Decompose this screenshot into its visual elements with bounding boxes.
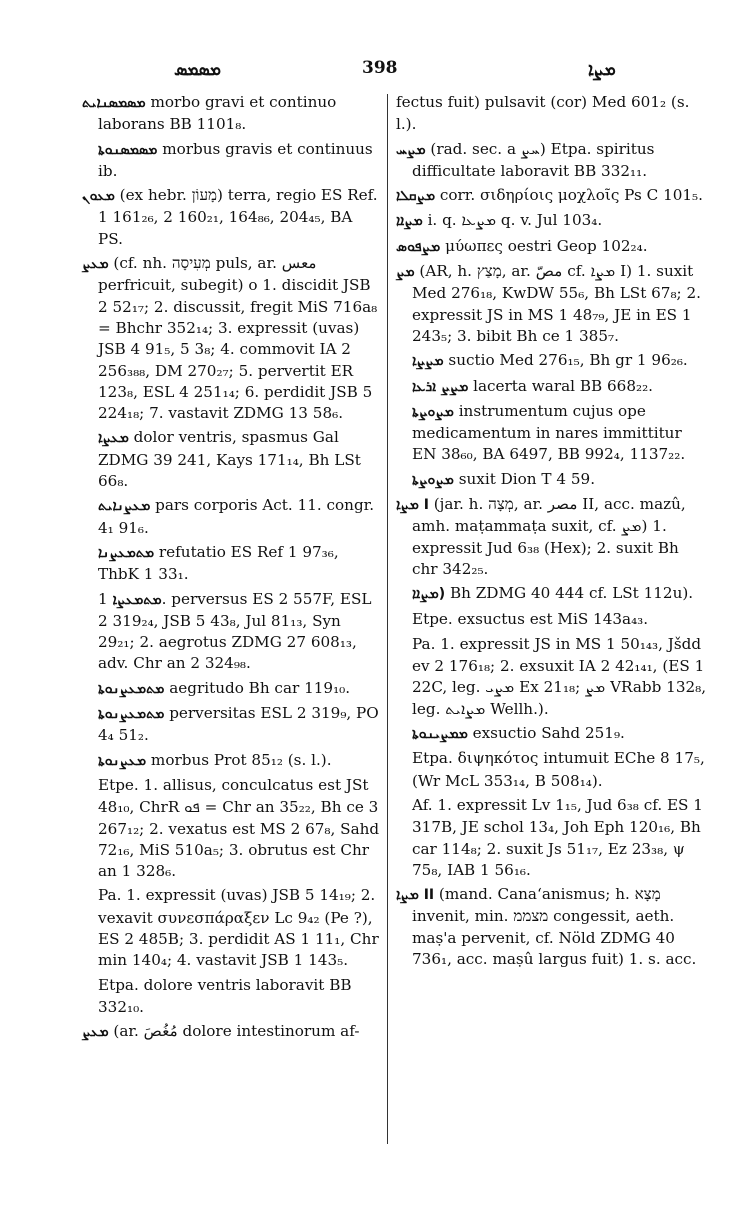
dictionary-entry <box>396 583 709 605</box>
entry-text: Etpa. διψηκότος intumuit EChe 8 17₅, (Wr McL 353₁₄, B 508₁₄). <box>412 749 705 790</box>
entry-text: perversitas ESL 2 319₉, PO 4₄ 51₂. <box>98 704 379 745</box>
entry-text: exsuctio Sahd 251₉. <box>467 724 625 743</box>
syriac-headword: ܡܥܨ <box>82 256 109 273</box>
entry-text: pars corporis Act. 11. congr. 4₁ 91₆. <box>98 496 375 537</box>
dictionary-entry <box>396 139 709 183</box>
entry-text: (ex hebr. מָעוֹן) terra, regio ES Ref. 1 161₂₆, 2 160₂₁, 164₈₆, 204₄₅, BA PS. <box>98 186 378 248</box>
dictionary-entry <box>396 609 709 631</box>
syriac-headword: ܡܣܡܣܢܐܝܬ <box>82 95 146 111</box>
dictionary-entry <box>396 92 709 136</box>
page-header <box>70 58 710 82</box>
entry-text: suxit Dion T 4 59. <box>453 469 596 488</box>
dictionary-entry <box>396 469 709 491</box>
running-head-left: ܡܣܡܣ <box>174 60 222 80</box>
syriac-headword: (ܡܨܐܐ <box>412 586 446 603</box>
dictionary-entry <box>396 376 709 398</box>
entry-text: 1. perversus ES 2 557F, ESL 2 319₂₄, JSB 5 43₈, Jul 81₁₃, Syn 29₂₁; 2. aegrotus ZDMG 27 608₁₃, adv. Chr an 2 324₉₈. <box>98 589 372 673</box>
entry-text: (jar. h. מְצָה, ar. مصر II, acc. mazû, amh. maṭammaṭa suxit, cf. ܡܨ) 1. expressit Jud 6₃₈ (Hex); 2. suxit Bh chr 342₂₅. <box>412 495 686 578</box>
syriac-headword: ܡܬܡܥܨܢܐ <box>98 544 155 561</box>
dictionary-entry <box>396 401 709 466</box>
dictionary-entry <box>82 775 382 882</box>
entry-text: Etpa. dolore ventris laboravit BB 332₁₀. <box>98 975 352 1016</box>
dictionary-entry <box>82 185 382 250</box>
dictionary-entry <box>396 185 709 207</box>
syriac-headword: ܡܨܐܐ <box>396 213 423 230</box>
syriac-headword: ܡܨܦܘܣ <box>396 238 441 255</box>
dictionary-entry <box>82 139 382 183</box>
dictionary-entry <box>82 253 382 424</box>
syriac-headword: ܡܥܨܢܐܝܬ <box>98 498 151 515</box>
syriac-headword: ܡܨܨܐ <box>412 353 444 370</box>
entry-text: Etpe. exsuctus est MiS 143a₄₃. <box>412 609 649 628</box>
column-divider <box>387 94 388 1144</box>
dictionary-entry <box>82 427 382 492</box>
dictionary-entry <box>82 975 382 1019</box>
dictionary-entry <box>396 634 709 720</box>
syriac-headword: ܡܨܩܠܐ <box>396 188 436 205</box>
dictionary-entry <box>396 350 709 372</box>
entry-text: aegritudo Bh car 119₁₀. <box>164 678 351 697</box>
dictionary-entry <box>82 1021 382 1043</box>
dictionary-entry <box>82 542 382 586</box>
dictionary-entry <box>396 748 709 792</box>
syriac-headword: ܡܥܨ <box>82 1024 109 1041</box>
entry-text: morbus Prot 85₁₂ (s. l.). <box>146 750 332 769</box>
syriac-headword: ܡܨܘܨܬܐ <box>412 403 454 420</box>
entry-text: μύωπες oestri Geop 102₂₄. <box>440 236 648 255</box>
entry-text: Bh ZDMG 40 444 cf. LSt 112u). <box>445 584 694 603</box>
dictionary-entry <box>82 92 382 136</box>
page-number: 398 <box>362 58 398 78</box>
dictionary-entry <box>82 495 382 539</box>
dictionary-entry <box>396 210 709 232</box>
entry-text: i. q. ܡܨܥܐ q. v. Jul 103₄. <box>422 211 603 230</box>
syriac-headword: ܡܡܨܝܢܘܬܐ <box>412 726 468 743</box>
entry-text: Pa. 1. expressit (uvas) JSB 5 14₁₉; 2. vexavit συνεσπάραξεν Lc 9₄₂ (Pe ?), ES 2 485B; 3. perdidit AS 1 11₁, Chr min 140₄; 4. vastavit JSB 1 143₅. <box>98 886 379 970</box>
entry-text: (AR, h. מָצַץ, ar. مصّ cf. ܡܨܐ I) 1. suxit Med 276₁₈, KwDW 55₆, Bh LSt 67₈; 2. expressit JS in MS 1 48₇₉, JE in ES 1 243₅; 3. bibit Bh ce 1 385₇. <box>412 262 701 345</box>
syriac-headword: ܡܨ <box>396 264 415 281</box>
entry-text: (mand. Cana‘anismus; h. מָצָא invenit, min. מצממ congessit, aeth. maṣ'a pervenit, cf. Nöld ZDMG 40 736₁, acc. maṣû largus fuit) 1. s. acc. <box>412 885 697 968</box>
right-column <box>396 92 709 973</box>
entry-text: (rad. sec. a ܚܨ) Etpa. spiritus difficultate laboravit BB 332₁₁. <box>412 139 655 180</box>
entry-text: suctio Med 276₁₅, Bh gr 1 96₂₆. <box>443 351 688 370</box>
dictionary-entry <box>82 703 382 747</box>
entry-text: corr. σιδηρίοις μοχλοῖς Ps C 101₅. <box>435 186 703 205</box>
entry-text: lacerta waral BB 668₂₂. <box>468 376 653 395</box>
syriac-headword: II ܡܨܐ <box>396 887 435 904</box>
dictionary-entry <box>396 884 709 970</box>
syriac-headword: ܡܬܡܥܨܢܘܬܐ <box>98 680 165 697</box>
left-column <box>82 92 382 1046</box>
running-head-right: ܡܨܐ <box>588 60 616 80</box>
dictionary-entry <box>396 236 709 258</box>
entry-text: morbus gravis et continuus ib. <box>98 139 373 180</box>
syriac-headword: ܡܥܨܢܘܬܐ <box>98 752 147 769</box>
dictionary-entry <box>396 261 709 347</box>
entry-text: morbo gravi et continuo laborans BB 1101₈. <box>98 93 337 134</box>
dictionary-entry <box>82 589 382 675</box>
syriac-headword: ܡܥܨܐ <box>98 430 129 447</box>
entry-text: Af. 1. expressit Lv 1₁₅, Jud 6₃₈ cf. ES 1 317B, JE schol 13₄, Joh Eph 120₁₆, Bh car 114₈; 2. suxit Js 51₁₇, Ez 23₃₈, ψ 75₈, IAB 1 56₁₆. <box>412 795 703 879</box>
dictionary-entry <box>396 494 709 580</box>
syriac-headword: I ܡܨܐ <box>396 497 429 514</box>
entry-text: fectus fuit) pulsavit (cor) Med 601₂ (s. l.). <box>396 93 690 134</box>
syriac-headword: ܡܣܡܣܢܘܬܐ <box>98 141 158 158</box>
dictionary-entry <box>82 678 382 700</box>
entry-text: refutatio ES Ref 1 97₃₆, ThbK 1 33₁. <box>98 542 339 584</box>
dictionary-entry <box>396 795 709 881</box>
syriac-headword: ܡܨܘܨܬܐ <box>412 471 454 488</box>
dictionary-entry <box>82 750 382 772</box>
syriac-headword: ܡܬܡܥܨܐ <box>112 591 162 608</box>
dictionary-entry <box>396 723 709 745</box>
syriac-headword: ܡܥܘܢ <box>82 188 115 205</box>
entry-text: instrumentum cujus ope medicamentum in nares immittitur EN 38₆₀, BA 6497, BB 992₄, 1137₂₂. <box>412 401 686 464</box>
entry-text: (ar. مُغُصَ dolore intestinorum af- <box>108 1022 360 1041</box>
syriac-headword: ܡܬܡܥܨܢܘܬܐ <box>98 706 165 723</box>
entry-text: (cf. nh. מְעִיסָה puls, ar. معس perfricuit, subegit) o 1. discidit JSB 2 52₁₇; 2. discussit, fregit MiS 716a₈ = Bhchr 352₁₄; 3. expressit (uvas) JSB 4 91₅, 5 3₈; 4. commovit IA 2 256₃₈₈, DM 270₂₇; 5. pervertit ER 123₈, ESL 4 251₁₄; 6. perdidit JSB 5 224₁₈; 7. vastavit ZDMG 13 58₆. <box>98 254 378 423</box>
syriac-headword: ܡܨܨ ܐܪܥܐ <box>412 378 469 395</box>
entry-text: dolor ventris, spasmus Gal ZDMG 39 241, Kays 171₁₄, Bh LSt 66₈. <box>98 428 361 491</box>
dictionary-entry <box>82 885 382 971</box>
entry-text: Pa. 1. expressit JS in MS 1 50₁₄₃, Jšdd ev 2 176₁₈; 2. exsuxit IA 2 42₁₄₁, (ES 1 22C, leg. ܡܨܝ Ex 21₁₈; ܡܨ VRabb 132₈, leg. ܡܨܐܝܬ Wellh.). <box>412 634 707 718</box>
entry-text: Etpe. 1. allisus, conculcatus est JSt 48₁₀, ChrR ܦܘ = Chr an 35₂₂, Bh ce 3 267₁₂; 2. vexatus est MS 2 67₈, Sahd 72₁₆, MiS 510a₅; 3. obrutus est Chr an 1 328₆. <box>98 775 380 881</box>
syriac-headword: ܡܨܚ <box>396 141 426 158</box>
